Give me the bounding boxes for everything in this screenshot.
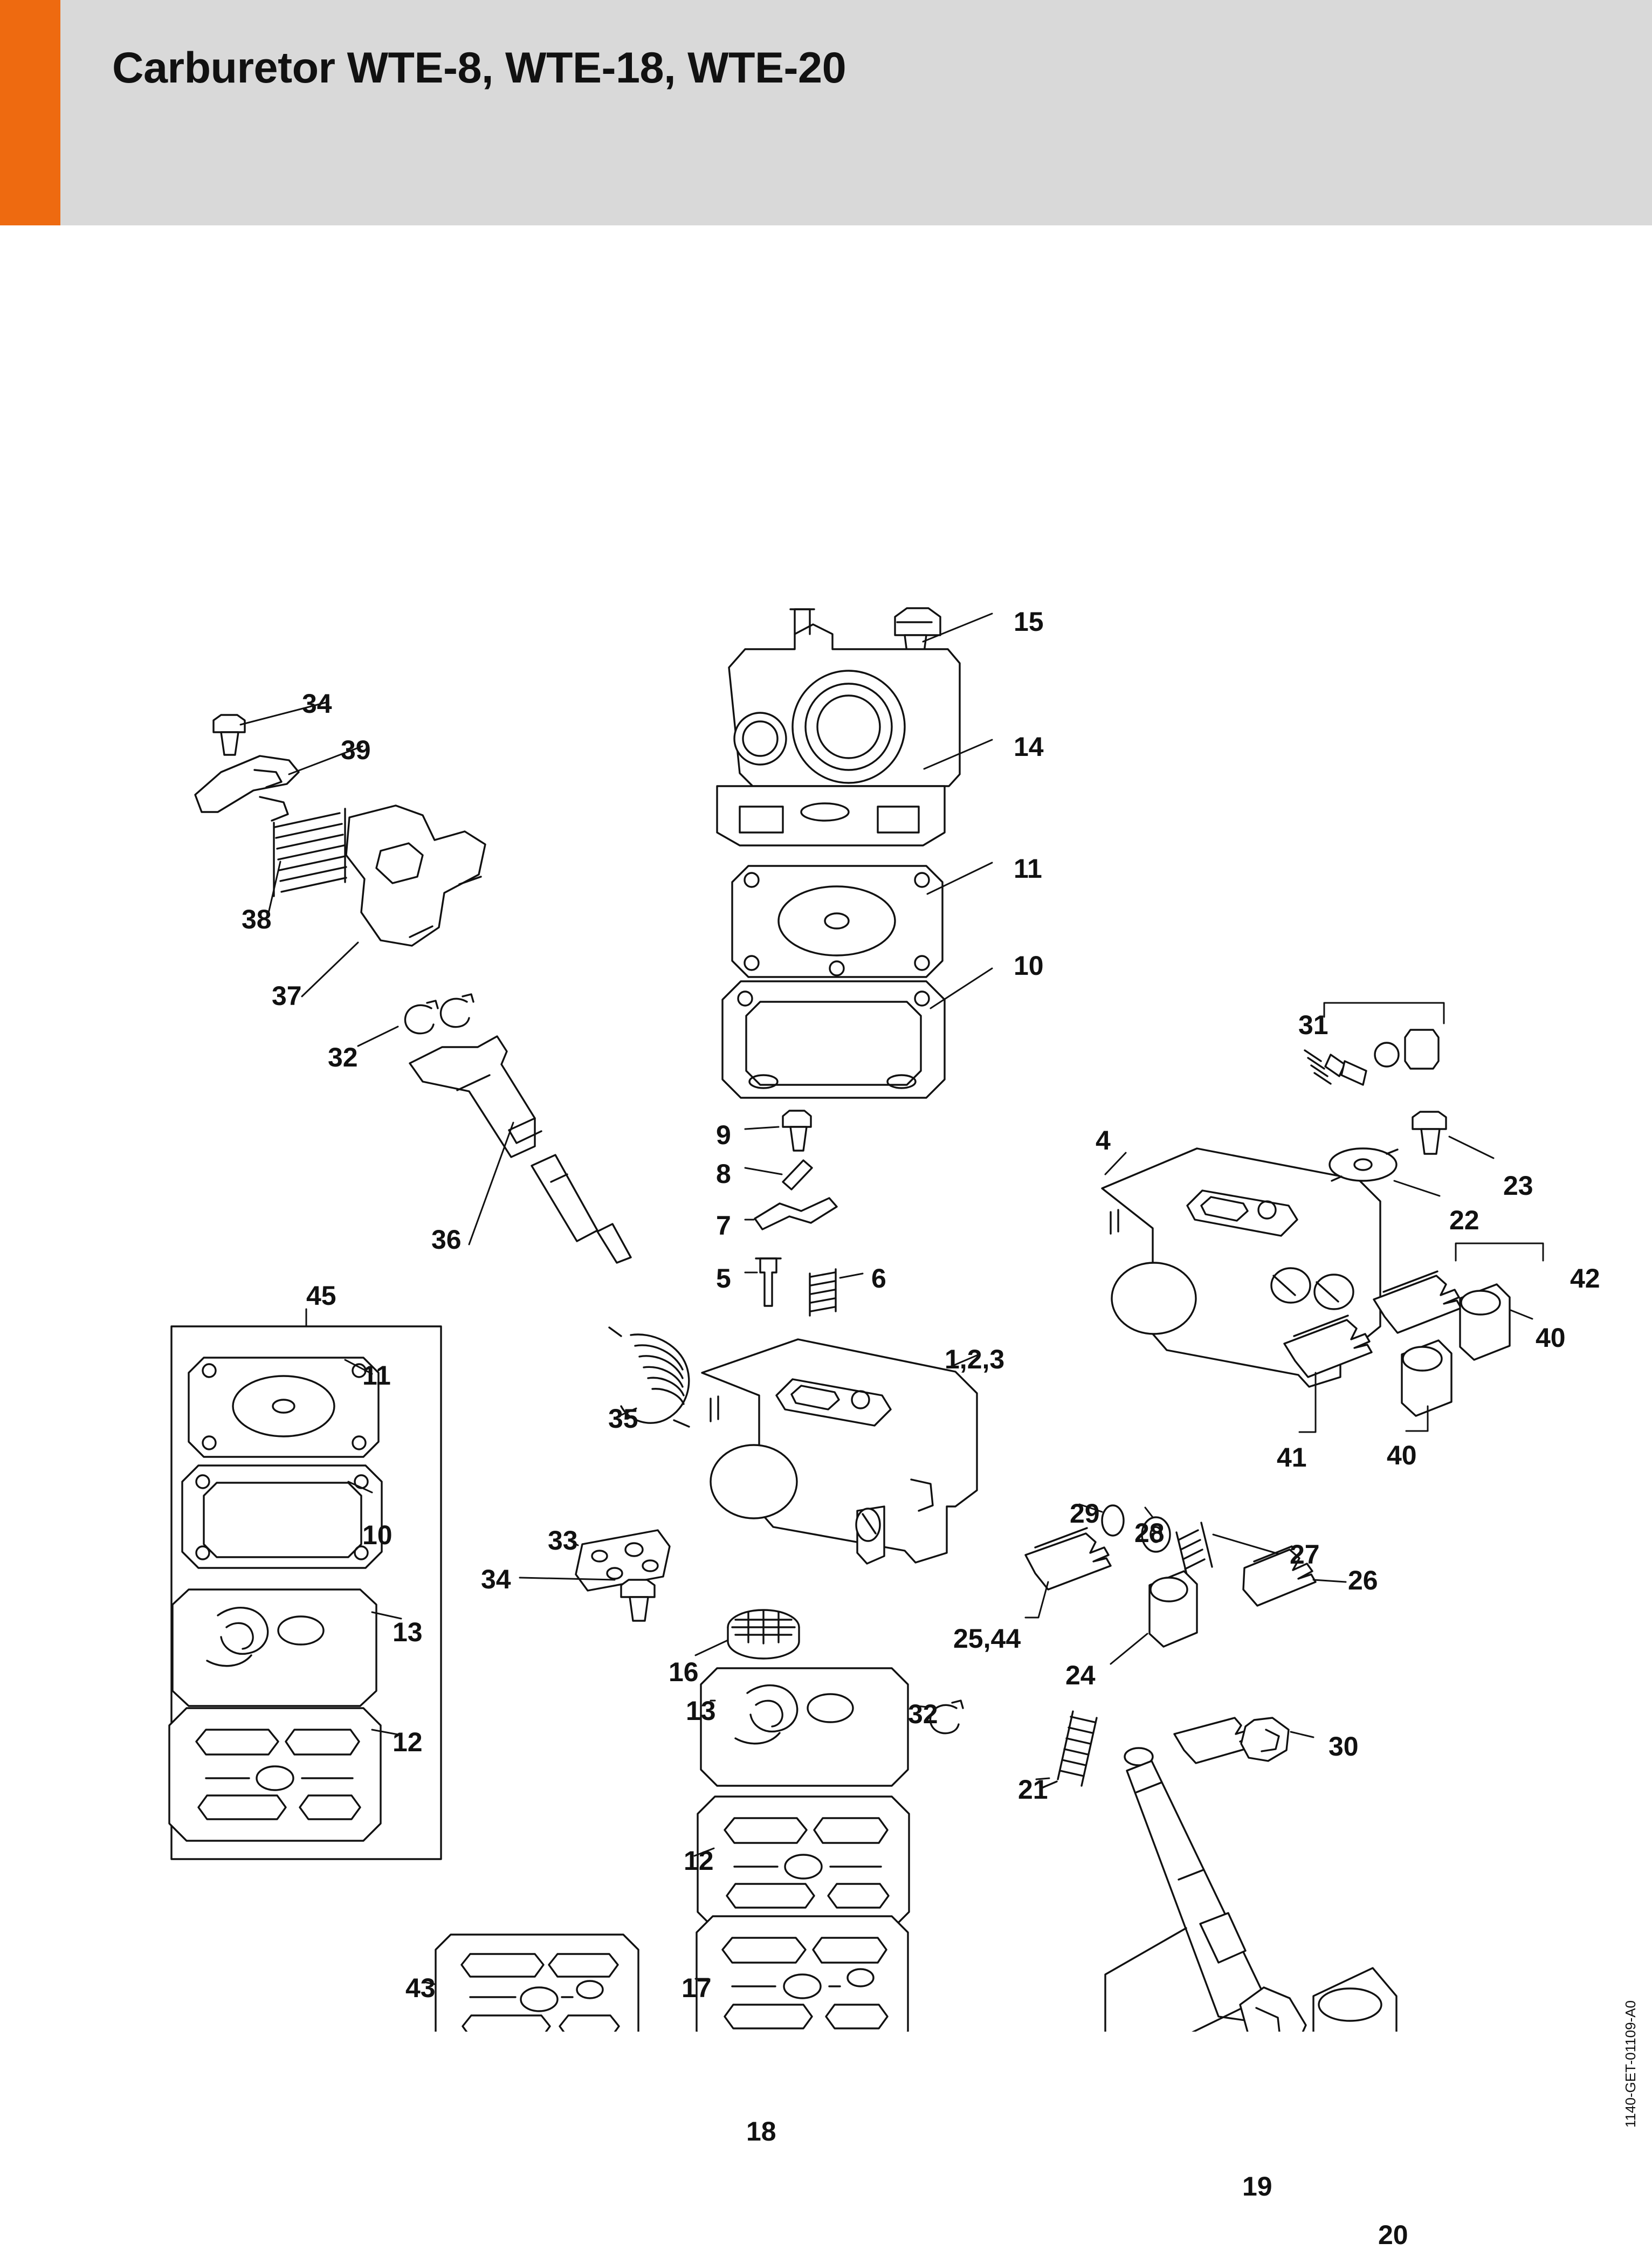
callout-38: 38 bbox=[242, 904, 272, 934]
callout-37: 37 bbox=[272, 981, 302, 1011]
callout-12b: 12 bbox=[684, 1846, 714, 1876]
callout-29: 29 bbox=[1070, 1498, 1100, 1529]
part-11-gasket-top bbox=[732, 863, 992, 977]
callout-32a: 32 bbox=[328, 1042, 358, 1072]
part-42-jet-upper bbox=[1374, 1243, 1543, 1333]
part-17-pump-diaphragm bbox=[696, 1916, 908, 2032]
callout-31: 31 bbox=[1298, 1010, 1329, 1040]
callout-18: 18 bbox=[746, 2116, 776, 2146]
callout-43: 43 bbox=[405, 1973, 436, 2003]
diagram-artwork bbox=[0, 225, 1652, 2032]
part-24-sleeve bbox=[1111, 1571, 1197, 1664]
callout-17: 17 bbox=[682, 1973, 712, 2003]
callout-45: 45 bbox=[306, 1281, 336, 1311]
callout-42: 42 bbox=[1570, 1263, 1600, 1293]
callout-7: 7 bbox=[716, 1210, 731, 1241]
callout-40a: 40 bbox=[1536, 1323, 1566, 1353]
callout-13a: 13 bbox=[393, 1617, 423, 1647]
callout-20: 20 bbox=[1378, 2220, 1408, 2250]
callout-34b: 34 bbox=[481, 1564, 511, 1594]
part-12-diaphragm-middle bbox=[694, 1797, 909, 1929]
callout-19: 19 bbox=[1242, 2171, 1272, 2201]
callout-13b: 13 bbox=[686, 1696, 716, 1726]
callout-10b: 10 bbox=[362, 1520, 393, 1550]
callout-1-2-3: 1,2,3 bbox=[945, 1344, 1005, 1374]
part-30-adjust-screw bbox=[1174, 1718, 1313, 1763]
part-45-repair-kit-box bbox=[169, 1309, 441, 1859]
callout-32b: 32 bbox=[908, 1699, 938, 1729]
callout-23: 23 bbox=[1503, 1171, 1533, 1201]
callout-9: 9 bbox=[716, 1120, 731, 1150]
callout-27: 27 bbox=[1290, 1539, 1320, 1570]
part-16-filter-screen bbox=[696, 1610, 799, 1659]
callout-39: 39 bbox=[341, 735, 371, 765]
callout-12a: 12 bbox=[393, 1727, 423, 1757]
callout-16: 16 bbox=[669, 1657, 699, 1687]
callout-4: 4 bbox=[1096, 1125, 1111, 1155]
part-25-44-needle-assembly bbox=[1025, 1528, 1111, 1618]
part-8-pin bbox=[745, 1160, 812, 1189]
part-13-gasket-middle bbox=[701, 1668, 908, 1786]
callout-15: 15 bbox=[1014, 607, 1044, 637]
callout-6: 6 bbox=[871, 1263, 886, 1293]
part-37-throttle-lever bbox=[302, 806, 485, 996]
callout-40b: 40 bbox=[1387, 1440, 1417, 1470]
callout-22: 22 bbox=[1449, 1205, 1479, 1235]
callout-24: 24 bbox=[1065, 1660, 1096, 1690]
part-1-2-3-carb-body-main bbox=[702, 1339, 979, 1564]
header-accent-stripe bbox=[0, 0, 60, 225]
page-title: Carburetor WTE-8, WTE-18, WTE-20 bbox=[112, 44, 846, 92]
part-5-needle bbox=[745, 1258, 781, 1306]
callout-36: 36 bbox=[431, 1224, 462, 1255]
callout-30: 30 bbox=[1329, 1731, 1359, 1762]
part-33-check-plate bbox=[570, 1530, 670, 1591]
callout-35: 35 bbox=[608, 1403, 638, 1434]
callout-34a: 34 bbox=[302, 689, 332, 719]
callout-21: 21 bbox=[1018, 1774, 1048, 1805]
callout-11a: 11 bbox=[1014, 854, 1042, 884]
part-38-spring bbox=[267, 809, 346, 918]
part-19-20-throttle-lever-rod bbox=[1105, 1748, 1405, 2032]
document-code: 1140-GET-01109-A0 bbox=[1622, 2000, 1639, 2128]
callout-5: 5 bbox=[716, 1263, 731, 1293]
part-10-diaphragm-top bbox=[722, 968, 992, 1098]
part-40-sleeve-lower bbox=[1402, 1340, 1451, 1431]
part-40-sleeve-upper bbox=[1460, 1284, 1532, 1360]
part-9-screw bbox=[745, 1111, 811, 1151]
callout-25-44: 25,44 bbox=[953, 1623, 1021, 1654]
callout-33: 33 bbox=[548, 1525, 578, 1556]
part-14-choke-body bbox=[717, 608, 992, 845]
part-32-clips-top bbox=[358, 994, 473, 1046]
callout-26: 26 bbox=[1348, 1565, 1378, 1595]
callout-28: 28 bbox=[1134, 1518, 1165, 1548]
part-23-screw bbox=[1413, 1112, 1493, 1158]
part-43-pump-diaphragm bbox=[424, 1935, 638, 2032]
callout-41: 41 bbox=[1277, 1442, 1307, 1473]
callout-14: 14 bbox=[1014, 732, 1044, 762]
callout-11b: 11 bbox=[362, 1360, 391, 1391]
callout-10a: 10 bbox=[1014, 951, 1044, 981]
part-7-throttle-plate bbox=[745, 1198, 837, 1229]
part-6-spring bbox=[810, 1269, 863, 1316]
header-bar bbox=[0, 0, 1652, 225]
part-39-lever bbox=[195, 746, 362, 821]
callout-8: 8 bbox=[716, 1159, 731, 1189]
